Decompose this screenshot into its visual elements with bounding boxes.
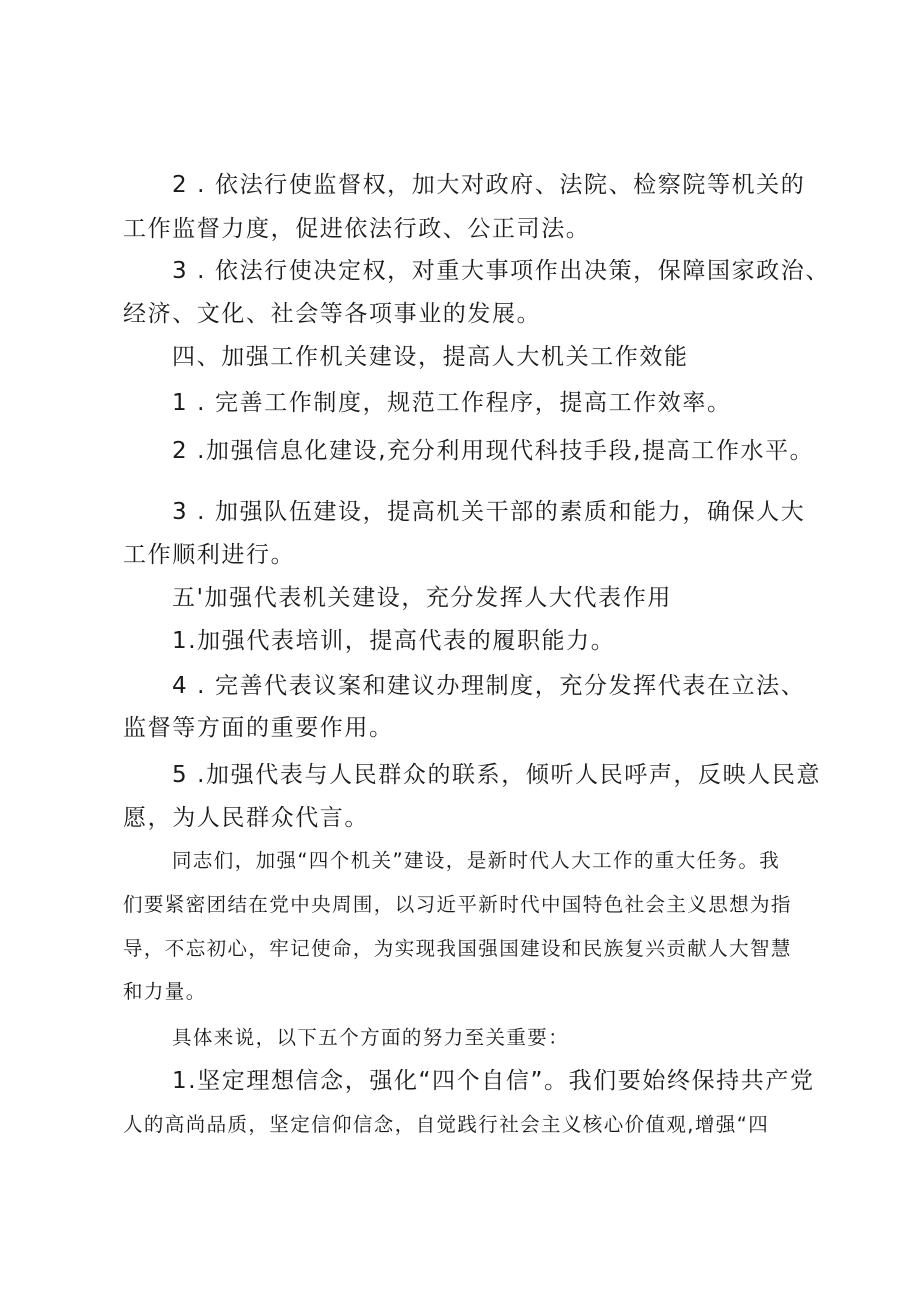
text-line: 们要紧密团结在党中央周围，以习近平新时代中国特色社会主义思想为指 xyxy=(123,893,792,916)
text-line: 导，不忘初心，牢记使命，为实现我国强国建设和民族复兴贡献人大智慧 xyxy=(123,937,792,960)
text-line: 1 . 完善工作制度，规范工作程序，提高工作效率。 xyxy=(172,390,732,416)
text-line: 3 . 加强队伍建设，提高机关干部的素质和能力，确保人大 xyxy=(172,499,806,525)
text-line: 3 . 依法行使决定权，对重大事项作出决策，保障国家政治、 xyxy=(172,258,830,284)
text-line: 5 .加强代表与人民群众的联系，倾听人民呼声，反映人民意 xyxy=(172,762,822,788)
text-line: 人的高尚品质，坚定信仰信念，自觉践行社会主义核心价值观,增强“四 xyxy=(123,1113,770,1136)
text-line: 2 .加强信息化建设,充分利用现代科技手段,提高工作水平。 xyxy=(172,438,815,464)
text-line: 和力量。 xyxy=(123,980,207,1003)
text-line: 1.加强代表培训，提高代表的履职能力。 xyxy=(172,628,616,654)
text-line: 4 . 完善代表议案和建议办理制度，充分发挥代表在立法、 xyxy=(172,673,806,699)
text-line: 同志们，加强“四个机关”建设，是新时代人大工作的重大任务。我 xyxy=(172,849,781,872)
text-line: 工作顺利进行。 xyxy=(123,542,296,568)
text-line: 2 . 依法行使监督权，加大对政府、法院、检察院等机关的 xyxy=(172,172,806,198)
text-line: 经济、文化、社会等各项事业的发展。 xyxy=(123,301,542,327)
text-line: 具体来说，以下五个方面的努力至关重要： xyxy=(172,1026,570,1049)
text-line: 1.坚定理想信念，强化“四个自信”。我们要始终保持共产党 xyxy=(172,1068,815,1094)
text-line: 监督等方面的重要作用。 xyxy=(123,715,394,741)
section-heading: 五'加强代表机关建设，充分发挥人大代表作用 xyxy=(172,585,672,611)
text-line: 工作监督力度，促进依法行政、公正司法。 xyxy=(123,216,591,242)
text-line: 愿，为人民群众代言。 xyxy=(123,805,369,831)
section-heading: 四、加强工作机关建设，提高人大机关工作效能 xyxy=(172,344,689,370)
